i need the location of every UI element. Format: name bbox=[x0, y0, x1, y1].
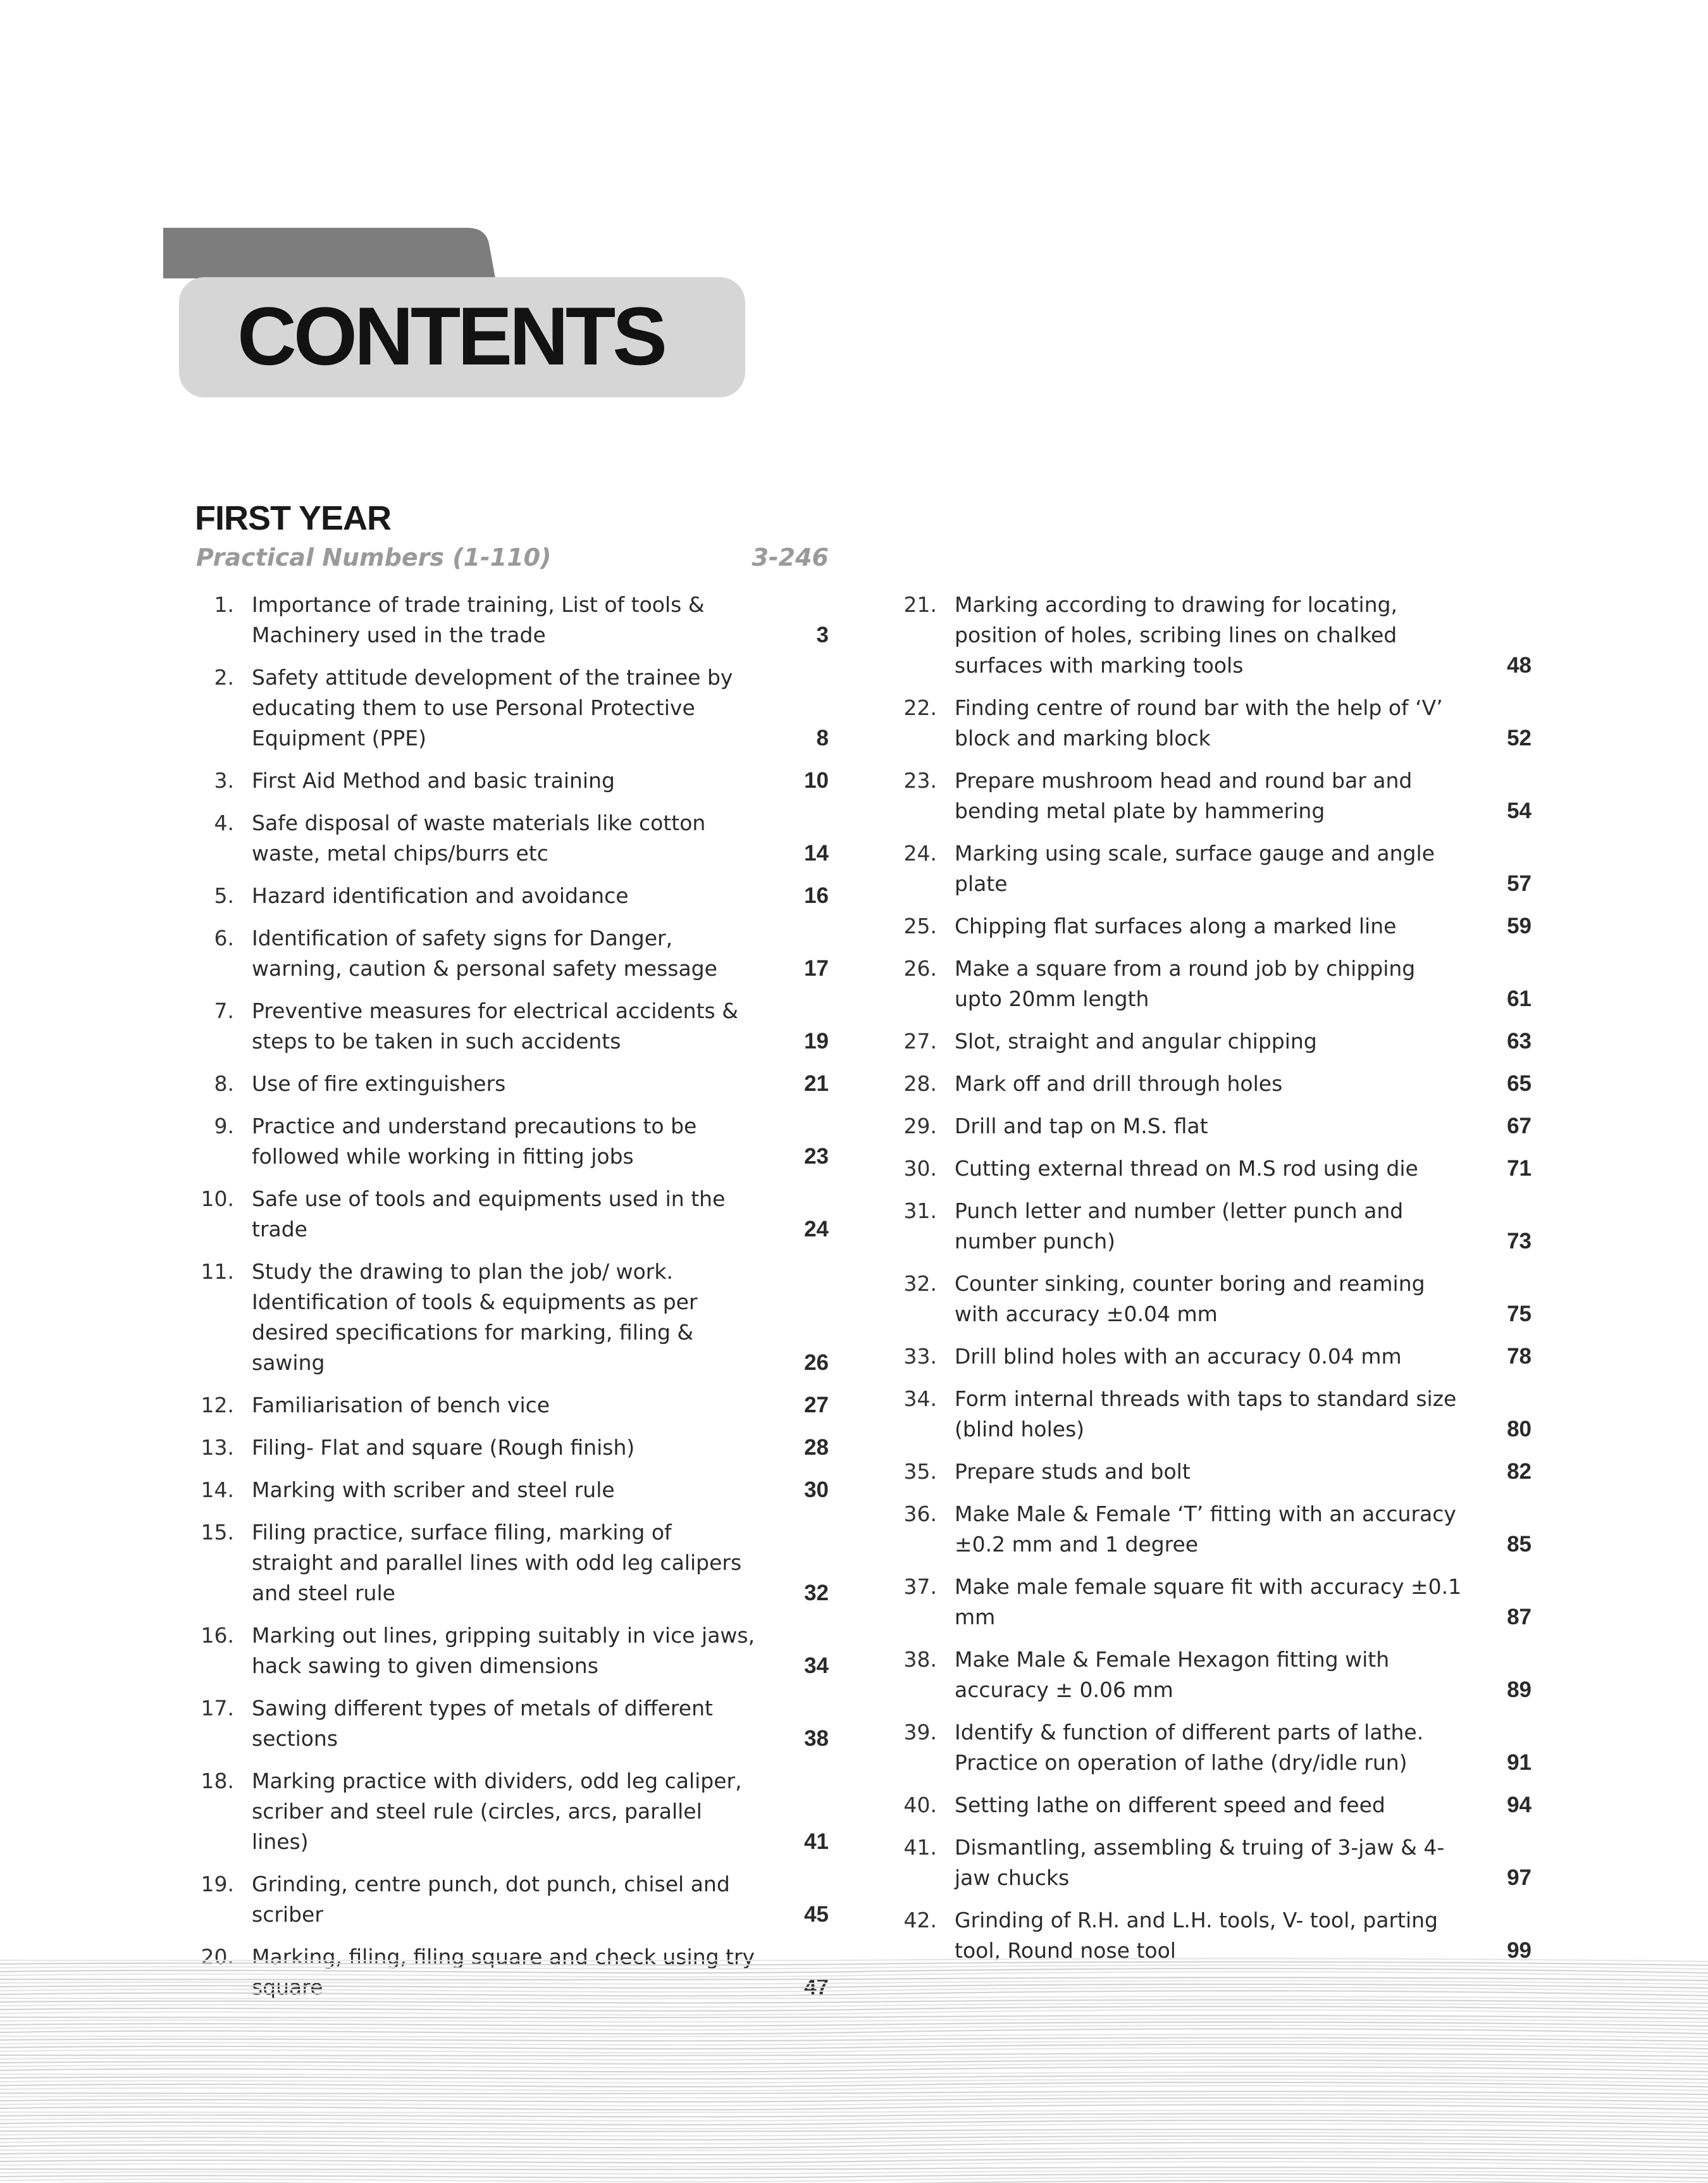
practical-numbers-label: Practical Numbers (1-110) bbox=[196, 544, 552, 571]
toc-entry[interactable] bbox=[899, 693, 1532, 754]
entry-number: 30. bbox=[903, 1156, 937, 1181]
entry-title: Prepare mushroom head and round bar and bending metal plate by hammering bbox=[955, 768, 1413, 823]
entry-page: 57 bbox=[1507, 871, 1532, 896]
entry-page: 94 bbox=[1507, 1793, 1532, 1817]
entry-title: Dismantling, assembling & truing of 3-jaw & 4-jaw chucks bbox=[955, 1835, 1445, 1890]
toc-entry[interactable] bbox=[899, 1026, 1532, 1057]
toc-entry[interactable] bbox=[196, 881, 829, 911]
entry-page: 19 bbox=[804, 1029, 829, 1054]
entry-title: Identification of safety signs for Danger, warning, caution & personal safety message bbox=[252, 926, 717, 981]
entry-number: 28. bbox=[903, 1071, 937, 1096]
entry-title: Make a square from a round job by chipping upto 20mm length bbox=[955, 956, 1416, 1011]
entry-title: Marking according to drawing for locating, position of holes, scribing lines on chalked surfaces with marking tools bbox=[955, 592, 1397, 678]
entry-title: Cutting external thread on M.S rod using die bbox=[955, 1156, 1418, 1181]
toc-entry[interactable] bbox=[899, 1341, 1532, 1372]
entry-number: 21. bbox=[903, 592, 937, 617]
toc-entry[interactable] bbox=[899, 1717, 1532, 1778]
toc-entry[interactable] bbox=[899, 1069, 1532, 1099]
entry-title: Marking, filing, filing square and check using try square bbox=[252, 1944, 755, 2000]
toc-entry[interactable] bbox=[196, 1766, 829, 1857]
entry-page: 73 bbox=[1507, 1229, 1532, 1253]
entry-page: 61 bbox=[1507, 986, 1532, 1011]
entry-title: Make Male & Female Hexagon fitting with accuracy ± 0.06 mm bbox=[955, 1647, 1390, 1702]
entry-number: 10. bbox=[201, 1186, 234, 1211]
entry-title: Make male female square fit with accuracy ±0.1 mm bbox=[955, 1574, 1462, 1629]
entry-title: Grinding of R.H. and L.H. tools, V- tool, parting tool, Round nose tool bbox=[955, 1908, 1438, 1963]
entry-title: Drill blind holes with an accuracy 0.04 mm bbox=[955, 1344, 1402, 1369]
entry-title: Marking using scale, surface gauge and angle plate bbox=[955, 841, 1435, 896]
practical-numbers-page-range: 3-246 bbox=[752, 544, 829, 571]
entry-title: Marking out lines, gripping suitably in vice jaws, hack sawing to given dimensions bbox=[252, 1623, 755, 1678]
toc-entry[interactable] bbox=[899, 1645, 1532, 1705]
entry-page: 26 bbox=[804, 1350, 829, 1375]
entry-page: 28 bbox=[804, 1435, 829, 1460]
entry-title: Identify & function of different parts of lathe. Practice on operation of lathe (dry/idle run) bbox=[955, 1720, 1424, 1775]
toc-entry[interactable] bbox=[196, 1869, 829, 1930]
entry-title: Hazard identification and avoidance bbox=[252, 883, 629, 908]
toc-entry[interactable] bbox=[899, 1154, 1532, 1184]
entry-page: 38 bbox=[804, 1726, 829, 1751]
entry-title: Grinding, centre punch, dot punch, chisel and scriber bbox=[252, 1872, 730, 1927]
entry-number: 34. bbox=[903, 1386, 937, 1411]
toc-entry[interactable] bbox=[196, 996, 829, 1057]
entry-page: 45 bbox=[804, 1902, 829, 1927]
entry-number: 31. bbox=[903, 1198, 937, 1223]
toc-entry[interactable] bbox=[899, 1790, 1532, 1820]
toc-entry[interactable] bbox=[196, 1111, 829, 1172]
toc-entry[interactable] bbox=[899, 954, 1532, 1014]
toc-entry[interactable] bbox=[899, 1832, 1532, 1893]
entry-number: 1. bbox=[214, 592, 234, 617]
toc-column-right bbox=[899, 590, 1532, 1978]
toc-entry[interactable] bbox=[899, 838, 1532, 899]
toc-entry[interactable] bbox=[899, 911, 1532, 942]
entry-number: 5. bbox=[214, 883, 234, 908]
entry-number: 42. bbox=[903, 1908, 937, 1932]
entry-page: 30 bbox=[804, 1477, 829, 1502]
entry-number: 25. bbox=[903, 914, 937, 938]
entry-title: Preventive measures for electrical accidents & steps to be taken in such accidents bbox=[252, 998, 738, 1054]
entry-number: 24. bbox=[903, 841, 937, 866]
toc-entry[interactable] bbox=[196, 1475, 829, 1505]
entry-page: 3 bbox=[816, 623, 829, 647]
entry-number: 33. bbox=[903, 1344, 937, 1369]
entry-title: Make Male & Female ‘T’ fitting with an accuracy ±0.2 mm and 1 degree bbox=[955, 1502, 1456, 1557]
entry-page: 21 bbox=[804, 1071, 829, 1096]
toc-entry[interactable] bbox=[196, 808, 829, 869]
entry-title: Study the drawing to plan the job/ work. Identification of tools & equipments as per desired specifications for marking, filing & sawing bbox=[252, 1259, 698, 1375]
entry-title: Practice and understand precautions to be followed while working in fitting jobs bbox=[252, 1114, 697, 1169]
entry-page: 41 bbox=[804, 1829, 829, 1854]
entry-title: Importance of trade training, List of tools & Machinery used in the trade bbox=[252, 592, 705, 647]
entry-page: 67 bbox=[1507, 1114, 1532, 1138]
entry-page: 71 bbox=[1507, 1156, 1532, 1181]
entry-page: 16 bbox=[804, 883, 829, 908]
entry-title: First Aid Method and basic training bbox=[252, 768, 615, 793]
entry-title: Use of fire extinguishers bbox=[252, 1071, 506, 1096]
entry-page: 78 bbox=[1507, 1344, 1532, 1369]
entry-number: 2. bbox=[214, 665, 234, 690]
entry-page: 10 bbox=[804, 768, 829, 793]
entry-number: 13. bbox=[201, 1435, 234, 1460]
entry-page: 34 bbox=[804, 1653, 829, 1678]
entry-title: Safe use of tools and equipments used in the trade bbox=[252, 1186, 726, 1241]
entry-page: 82 bbox=[1507, 1459, 1532, 1484]
entry-title: Safe disposal of waste materials like cotton waste, metal chips/burrs etc bbox=[252, 811, 706, 866]
entry-number: 6. bbox=[214, 926, 234, 950]
toc-entry[interactable] bbox=[196, 766, 829, 796]
entry-number: 40. bbox=[903, 1793, 937, 1817]
toc-entry[interactable] bbox=[899, 1572, 1532, 1633]
entry-number: 41. bbox=[903, 1835, 937, 1860]
entry-number: 19. bbox=[201, 1872, 234, 1896]
entry-number: 11. bbox=[201, 1259, 234, 1284]
entry-number: 27. bbox=[903, 1029, 937, 1054]
entry-title: Filing practice, surface filing, marking of straight and parallel lines with odd leg calipers and steel rule bbox=[252, 1520, 742, 1605]
entry-number: 15. bbox=[201, 1520, 234, 1545]
entry-number: 20. bbox=[201, 1944, 234, 1969]
toc-entry[interactable] bbox=[899, 1499, 1532, 1560]
entry-number: 22. bbox=[903, 695, 937, 720]
entry-number: 38. bbox=[903, 1647, 937, 1672]
entry-page: 24 bbox=[804, 1217, 829, 1241]
entry-page: 17 bbox=[804, 956, 829, 981]
entry-page: 97 bbox=[1507, 1865, 1532, 1890]
entry-page: 75 bbox=[1507, 1302, 1532, 1326]
toc-entry[interactable] bbox=[196, 1433, 829, 1463]
entry-title: Familiarisation of bench vice bbox=[252, 1393, 550, 1417]
toc-entry[interactable] bbox=[196, 923, 829, 984]
toc-entry[interactable] bbox=[899, 590, 1532, 681]
entry-page: 23 bbox=[804, 1144, 829, 1169]
entry-number: 36. bbox=[903, 1502, 937, 1526]
entry-number: 32. bbox=[903, 1271, 937, 1296]
entry-number: 12. bbox=[201, 1393, 234, 1417]
toc-entry[interactable] bbox=[196, 662, 829, 754]
contents-title: CONTENTS bbox=[237, 290, 664, 382]
toc-entry[interactable] bbox=[899, 1384, 1532, 1445]
toc-entry[interactable] bbox=[196, 590, 829, 650]
entry-title: Finding centre of round bar with the help of ‘V’ block and marking block bbox=[955, 695, 1443, 750]
entry-number: 37. bbox=[903, 1574, 937, 1599]
entry-page: 32 bbox=[804, 1581, 829, 1605]
toc-entry[interactable] bbox=[899, 1457, 1532, 1487]
entry-number: 39. bbox=[903, 1720, 937, 1745]
entry-number: 4. bbox=[214, 811, 234, 835]
entry-title: Chipping flat surfaces along a marked line bbox=[955, 914, 1397, 938]
entry-page: 80 bbox=[1507, 1417, 1532, 1441]
entry-page: 85 bbox=[1507, 1532, 1532, 1557]
entry-number: 23. bbox=[903, 768, 937, 793]
entry-title: Mark off and drill through holes bbox=[955, 1071, 1283, 1096]
entry-title: Counter sinking, counter boring and reaming with accuracy ±0.04 mm bbox=[955, 1271, 1425, 1326]
entry-page: 87 bbox=[1507, 1605, 1532, 1629]
entry-page: 89 bbox=[1507, 1677, 1532, 1702]
toc-entry[interactable] bbox=[196, 1693, 829, 1754]
entry-page: 91 bbox=[1507, 1750, 1532, 1775]
entry-number: 7. bbox=[214, 998, 234, 1023]
entry-number: 14. bbox=[201, 1477, 234, 1502]
toc-entry[interactable] bbox=[196, 1517, 829, 1608]
toc-entry[interactable] bbox=[899, 1269, 1532, 1329]
entry-number: 26. bbox=[903, 956, 937, 981]
entry-number: 18. bbox=[201, 1769, 234, 1793]
entry-page: 65 bbox=[1507, 1071, 1532, 1096]
entry-title: Setting lathe on different speed and feed bbox=[955, 1793, 1385, 1817]
entry-title: Safety attitude development of the trainee by educating them to use Personal Protective Equipment (PPE) bbox=[252, 665, 733, 750]
entry-title: Prepare studs and bolt bbox=[955, 1459, 1191, 1484]
entry-title: Punch letter and number (letter punch and number punch) bbox=[955, 1198, 1404, 1253]
entry-title: Slot, straight and angular chipping bbox=[955, 1029, 1317, 1054]
entry-title: Sawing different types of metals of different sections bbox=[252, 1696, 713, 1751]
entry-page: 27 bbox=[804, 1393, 829, 1417]
entry-title: Drill and tap on M.S. flat bbox=[955, 1114, 1208, 1138]
entry-page: 47 bbox=[804, 1975, 829, 2000]
entry-number: 35. bbox=[903, 1459, 937, 1484]
entry-page: 48 bbox=[1507, 653, 1532, 678]
entry-number: 16. bbox=[201, 1623, 234, 1648]
entry-page: 54 bbox=[1507, 799, 1532, 823]
toc-column-left bbox=[196, 590, 829, 2015]
entry-title: Filing- Flat and square (Rough finish) bbox=[252, 1435, 635, 1460]
entry-page: 14 bbox=[804, 841, 829, 866]
entry-number: 8. bbox=[214, 1071, 234, 1096]
toc-entry[interactable] bbox=[196, 1184, 829, 1245]
entry-page: 99 bbox=[1507, 1938, 1532, 1963]
entry-page: 59 bbox=[1507, 914, 1532, 938]
entry-title: Marking with scriber and steel rule bbox=[252, 1477, 615, 1502]
entry-page: 8 bbox=[816, 726, 829, 750]
toc-entry[interactable] bbox=[196, 1069, 829, 1099]
toc-entry[interactable] bbox=[899, 766, 1532, 826]
toc-entry[interactable] bbox=[196, 1390, 829, 1421]
entry-number: 29. bbox=[903, 1114, 937, 1138]
section-heading: FIRST YEAR bbox=[195, 499, 392, 537]
toc-entry[interactable] bbox=[196, 1257, 829, 1378]
entry-page: 63 bbox=[1507, 1029, 1532, 1054]
entry-number: 17. bbox=[201, 1696, 234, 1720]
entry-number: 3. bbox=[214, 768, 234, 793]
toc-entry[interactable] bbox=[196, 1620, 829, 1681]
entry-title: Marking practice with dividers, odd leg caliper, scriber and steel rule (circles, arcs, parallel lines) bbox=[252, 1769, 742, 1854]
decorative-stripes bbox=[0, 1955, 1708, 2183]
toc-entry[interactable] bbox=[899, 1196, 1532, 1257]
entry-number: 9. bbox=[214, 1114, 234, 1138]
entry-title: Form internal threads with taps to standard size (blind holes) bbox=[955, 1386, 1457, 1441]
entry-page: 52 bbox=[1507, 726, 1532, 750]
toc-entry[interactable] bbox=[899, 1111, 1532, 1141]
